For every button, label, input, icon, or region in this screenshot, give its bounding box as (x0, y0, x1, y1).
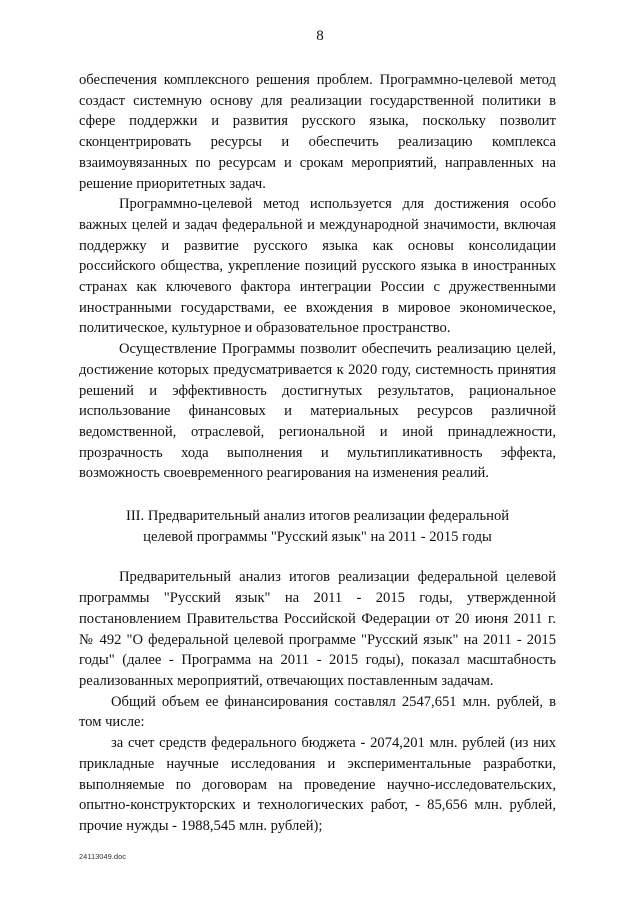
document-body (79, 70, 556, 837)
paragraph-program-method: Программно-целевой метод используется для достижения особо важных целей и задач федеральной и международной значимости, включая поддержку и развитие русского языка как основы консолидации российского общества, укрепление позиций русского языка в иностранных странах как ключевого фактора интеграции России с дружественными иностранными государствами, ее вхождения в мировое экономическое, политическое, культурное и образовательное пространство. (79, 196, 556, 337)
page-number: 8 (316, 28, 324, 44)
document-file-id: 24113049.doc (79, 852, 126, 861)
section-heading-line1: III. Предварительный анализ итогов реализации федеральной (125, 508, 510, 525)
section-heading-line2: целевой программы "Русский язык" на 2011 - 2015 годы (143, 528, 492, 545)
paragraph-continuation: обеспечения комплексного решения проблем. Программно-целевой метод создаст системную основу для реализации государственной политики в сфере поддержки и развития русского языка, поскольку позволит сконцентрировать ресурсы и обеспечить реализацию комплекса взаимоувязанных по ресурсам и срокам мероприятий, направленных на решение приоритетных задач. (79, 72, 556, 192)
paragraph-total-financing: Общий объем ее финансирования составлял 2547,651 млн. рублей, в том числе: (79, 693, 556, 731)
paragraph-federal-budget: за счет средств федерального бюджета - 2074,201 млн. рублей (из них прикладные научные исследования и экспериментальные разработки, выполняемые по договорам на проведение научно-исследовательских, опытно-конструкторских и технологических работ, - 85,656 млн. рублей, прочие нужды - 1988,545 млн. рублей); (79, 735, 556, 834)
section-heading (79, 506, 556, 547)
paragraph-program-implementation: Осуществление Программы позволит обеспечить реализацию целей, достижение которых предусматривается к 2020 году, системность принятия решений и эффективность достигнутых результатов, рациональное использование финансовых и материальных ресурсов различной ведомственной, отраслевой, региональной и иной принадлежности, прозрачность хода выполнения и мультипликативность эффекта, возможность своевременного реагирования на изменения реалий. (79, 341, 556, 482)
paragraph-preliminary-analysis: Предварительный анализ итогов реализации федеральной целевой программы "Русский язык" на 2011 - 2015 годы, утвержденной постановлением Правительства Российской Федерации от 20 июня 2011 г. № 492 "О федеральной целевой программе "Русский язык" на 2011 - 2015 годы" (далее - Программа на 2011 - 2015 годы), показал масштабность реализованных мероприятий, отвечающих поставленным задачам. (79, 569, 556, 689)
